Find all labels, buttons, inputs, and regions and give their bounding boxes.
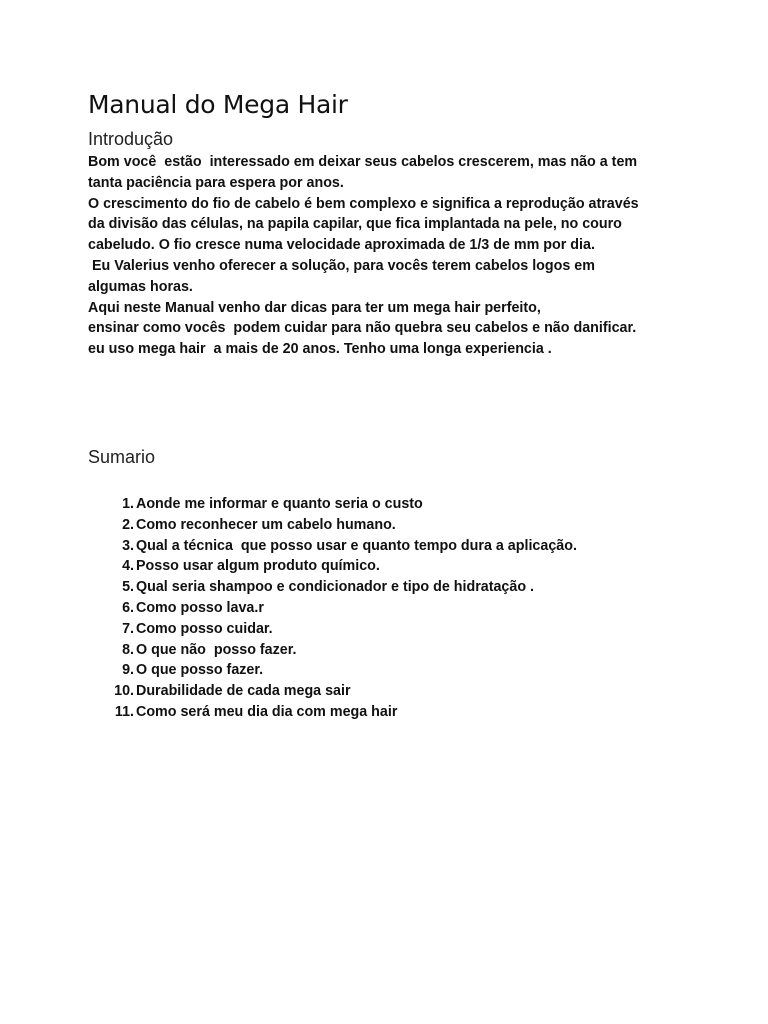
intro-line: da divisão das células, na papila capilar, que fica implantada na pele, no couro bbox=[88, 216, 622, 233]
summary-item-text: Posso usar algum produto químico. bbox=[136, 558, 380, 575]
summary-item-number: 9. bbox=[122, 662, 134, 679]
intro-line: tanta paciência para espera por anos. bbox=[88, 174, 344, 191]
summary-item bbox=[88, 681, 577, 702]
summary-item bbox=[88, 556, 577, 577]
summary-item-number: 10. bbox=[114, 683, 134, 700]
summary-item bbox=[88, 619, 577, 640]
intro-line: cabeludo. O fio cresce numa velocidade aproximada de 1/3 de mm por dia. bbox=[88, 237, 595, 254]
intro-line: Aqui neste Manual venho dar dicas para ter um mega hair perfeito, bbox=[88, 299, 541, 316]
summary-item-number: 8. bbox=[122, 641, 134, 658]
summary-item-text: Como reconhecer um cabelo humano. bbox=[136, 516, 396, 533]
summary-item bbox=[88, 536, 577, 557]
summary-item bbox=[88, 515, 577, 536]
summary-item-number: 2. bbox=[122, 516, 134, 533]
intro-line: algumas horas. bbox=[88, 278, 193, 295]
summary-item-text: Como será meu dia dia com mega hair bbox=[136, 703, 398, 720]
intro-heading: Introdução bbox=[88, 129, 174, 149]
summary-item-text: Aonde me informar e quanto seria o custo bbox=[136, 496, 423, 512]
summary-item-text: Como posso lava.r bbox=[136, 599, 264, 616]
intro-line: Eu Valerius venho oferecer a solução, para vocês terem cabelos logos em bbox=[88, 257, 595, 274]
intro-line: O crescimento do fio de cabelo é bem complexo e significa a reprodução através bbox=[88, 195, 639, 212]
summary-list bbox=[88, 494, 577, 723]
summary-item bbox=[88, 640, 577, 661]
summary-item bbox=[88, 660, 577, 681]
intro-line: ensinar como vocês podem cuidar para não quebra seu cabelos e não danificar. bbox=[88, 320, 637, 337]
summary-item-text: Como posso cuidar. bbox=[136, 620, 273, 637]
summary-item bbox=[88, 494, 577, 515]
summary-item-number: 3. bbox=[122, 537, 134, 554]
summary-item bbox=[88, 702, 577, 723]
intro-line: eu uso mega hair a mais de 20 anos. Tenho uma longa experiencia . bbox=[88, 341, 552, 358]
intro-paragraph bbox=[88, 152, 728, 360]
summary-item-text: O que não posso fazer. bbox=[136, 641, 297, 658]
summary-item bbox=[88, 598, 577, 619]
summary-item-text: Durabilidade de cada mega sair bbox=[136, 683, 351, 700]
summary-heading: Sumario bbox=[88, 447, 156, 467]
summary-item-number: 7. bbox=[122, 620, 134, 637]
summary-item bbox=[88, 577, 577, 598]
document-title: Manual do Mega Hair bbox=[88, 90, 348, 119]
summary-item-number: 4. bbox=[122, 558, 134, 575]
summary-item-text: Qual a técnica que posso usar e quanto tempo dura a aplicação. bbox=[136, 537, 577, 554]
summary-item-number: 11. bbox=[114, 703, 134, 720]
summary-item-number: 5. bbox=[122, 579, 134, 596]
summary-item-text: Qual seria shampoo e condicionador e tipo de hidratação . bbox=[136, 579, 535, 596]
summary-item-number: 6. bbox=[122, 599, 134, 616]
intro-line: Bom você estão interessado em deixar seus cabelos crescerem, mas não a tem bbox=[88, 154, 638, 170]
summary-item-number: 1. bbox=[122, 496, 134, 512]
summary-item-text: O que posso fazer. bbox=[136, 662, 264, 679]
